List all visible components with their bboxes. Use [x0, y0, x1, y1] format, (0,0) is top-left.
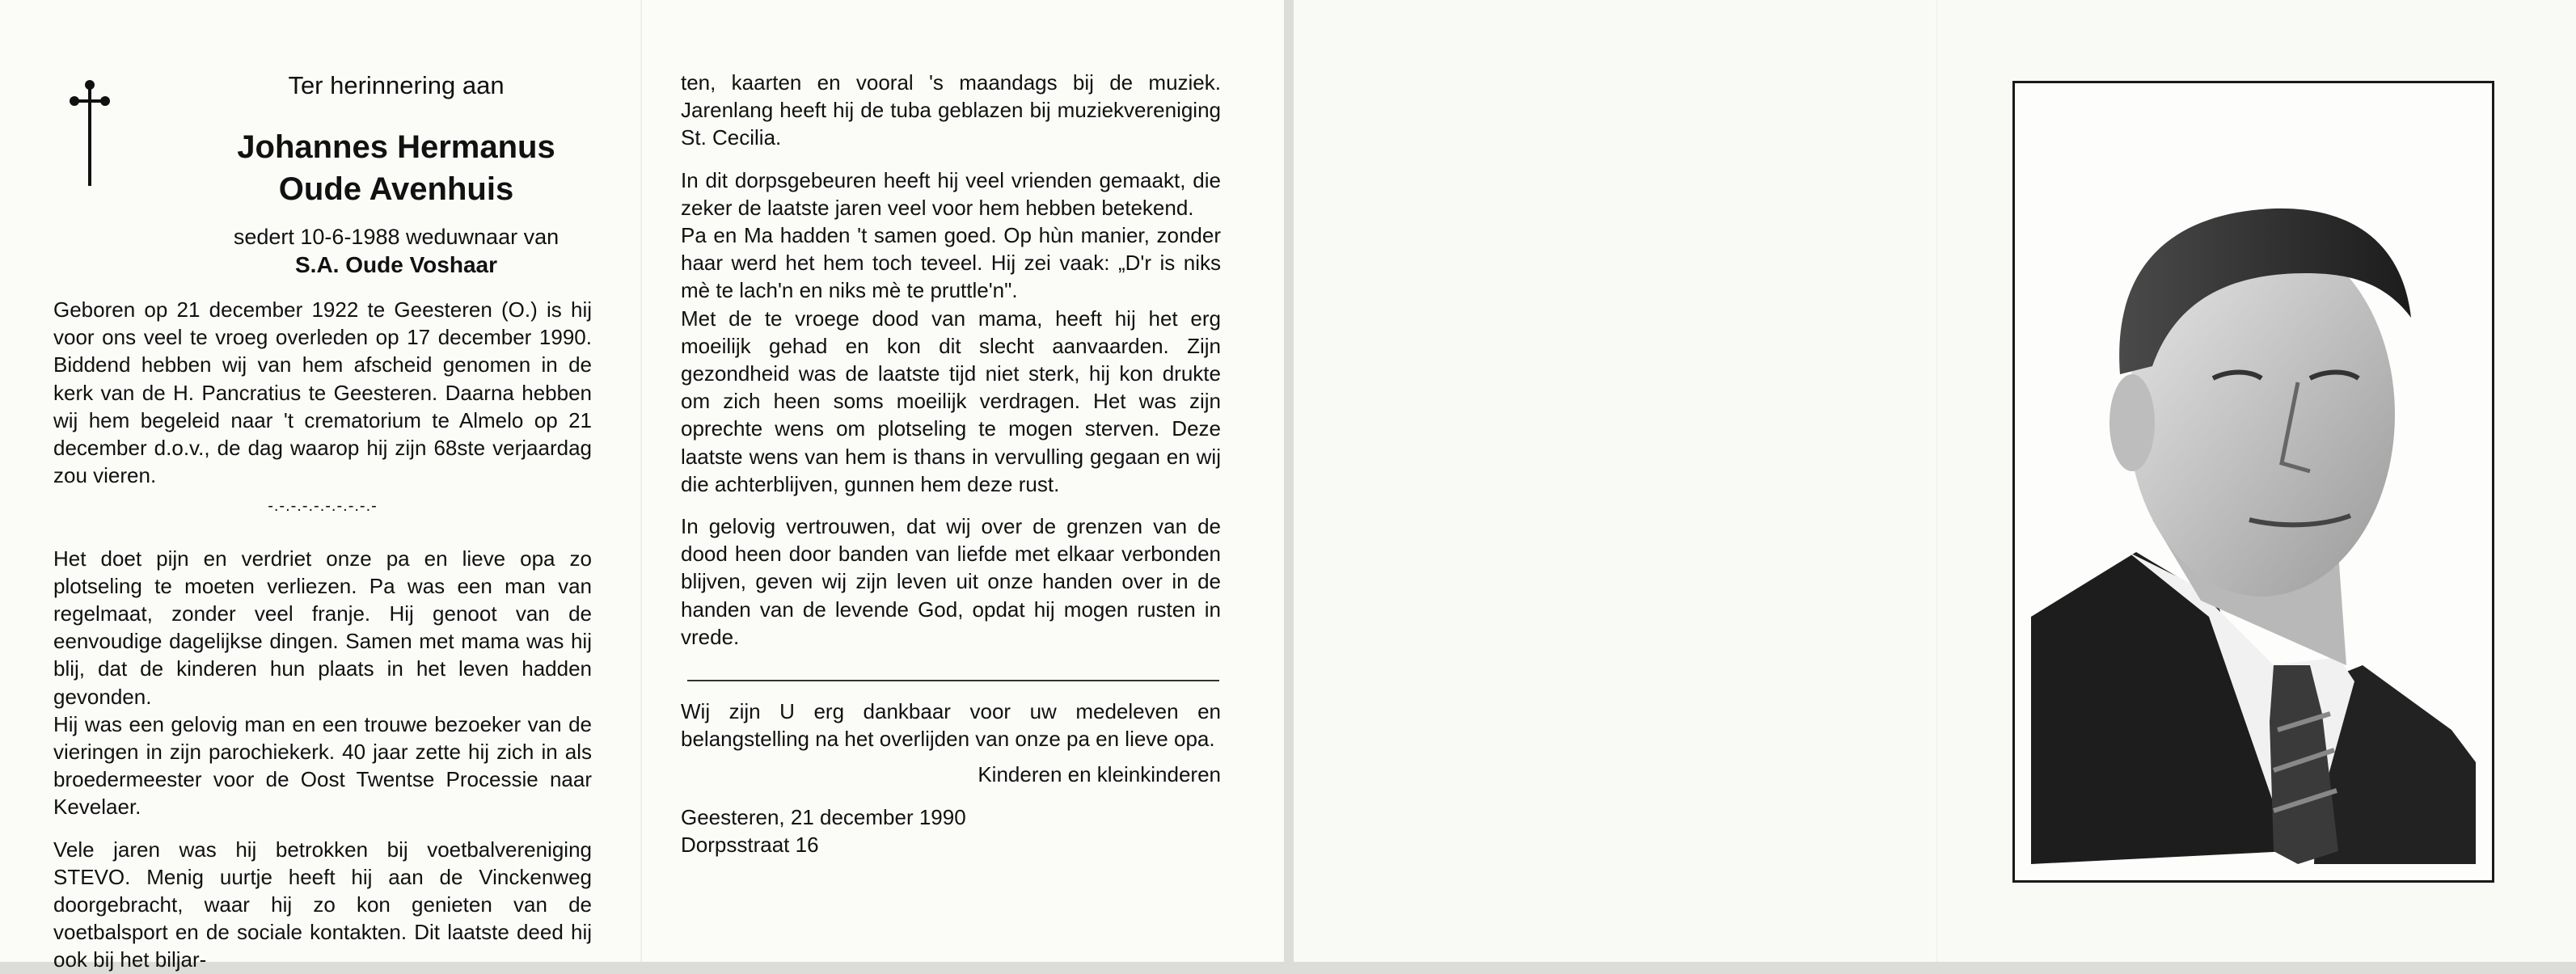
- portrait-frame: [2012, 81, 2494, 883]
- health-paragraph: Met de te vroege dood van mama, heeft hij het erg moeilijk gehad en kon dit slecht aanvaarden. Zijn gezondheid was de laatste tijd niet sterk, hij kon drukte om zich heen soms moeilijk verdragen. Het was zijn oprechte wens om plotseling te mogen sterven. Deze laatste wens van hem is thans in vervulling gegaan en wij die achterblijven, gunnen hem deze rust.: [681, 306, 1221, 496]
- football-paragraph: Vele jaren was hij betrokken bij voetbalvereniging STEVO. Menig uurtje heeft hij aan de Vinckenweg doorgebracht, waar hij zo kon genieten van de voetbalsport en de sociale kontakten. Dit laatste deed hij ook bij het biljar-: [53, 837, 592, 972]
- left-text-column: [53, 296, 592, 974]
- fold-line: [1936, 0, 1937, 962]
- thanks-paragraph: Wij zijn U erg dankbaar voor uw medeleven en belangstelling na het overlijden van onze pa en lieve opa.: [681, 699, 1221, 752]
- place-date: Geesteren, 21 december 1990: [681, 804, 966, 829]
- intro-text: Ter herinnering aan: [288, 71, 505, 99]
- separator: -.-.-.-.-.-.-.-.-.-: [268, 497, 378, 516]
- fold-line: [640, 0, 642, 962]
- signature: Kinderen en kleinkinderen: [978, 762, 1221, 787]
- portrait-photo: [2031, 99, 2476, 864]
- faith-paragraph: Hij was een gelovig man en een trouwe bezoeker van de vieringen in zijn parochiekerk. 40 jaar zette hij zich in als broedermeester voor de Oost Twentse Processie naar Kevelaer.: [53, 711, 592, 820]
- widower-line: sedert 10-6-1988 weduwnaar van: [233, 225, 560, 249]
- middle-text-column: [681, 69, 1221, 858]
- divider: [687, 680, 1219, 681]
- trust-paragraph: In gelovig vertrouwen, dat wij over de grenzen van de dood heen door banden van liefde met elkaar verbonden blijven, geven wij zijn leven uit onze handen over in de handen van de levende God, opdat hij mogen rusten in vrede.: [681, 514, 1221, 649]
- deceased-name-line1: Johannes Hermanus: [237, 129, 555, 165]
- deceased-name-line2: Oude Avenhuis: [278, 171, 514, 207]
- card-left-spread: [0, 0, 1284, 972]
- music-paragraph: ten, kaarten en vooral 's maandags bij de muziek. Jarenlang heeft hij de tuba geblazen bij muziekvereniging St. Cecilia.: [681, 70, 1221, 150]
- address: Dorpsstraat 16: [681, 832, 819, 857]
- friends-paragraph: In dit dorpsgebeuren heeft hij veel vrienden gemaakt, die zeker de laatste jaren veel voor hem hebben betekend.: [681, 167, 1221, 220]
- grief-paragraph: Het doet pijn en verdriet onze pa en lieve opa zo plotseling te moeten verliezen. Pa was een man van regelmaat, zonder veel franje. Hij genoot van de eenvoudige dagelijkse dingen. Samen met mama was hij blij, dat de kinderen hun plaats in het leven hadden gevonden.: [53, 546, 592, 709]
- spouse-name: S.A. Oude Voshaar: [295, 252, 497, 277]
- couple-paragraph: Pa en Ma hadden 't samen goed. Op hùn manier, zonder haar werd het hem toch teveel. Hij zei vaak: „D'r is niks mè te lach'n en niks mè te pruttle'n".: [681, 223, 1221, 303]
- cross-icon: [68, 78, 112, 188]
- birth-death-paragraph: Geboren op 21 december 1922 te Geesteren (O.) is hij voor ons veel te vroeg overleden op 17 december 1990. Biddend hebben wij van hem afscheid genomen in de kerk van de H. Pancratius te Geesteren. Daarna hebben wij hem begeleid naar 't crematorium te Almelo op 21 december d.o.v., de dag waarop hij zijn 68ste verjaardag zou vieren.: [53, 297, 592, 488]
